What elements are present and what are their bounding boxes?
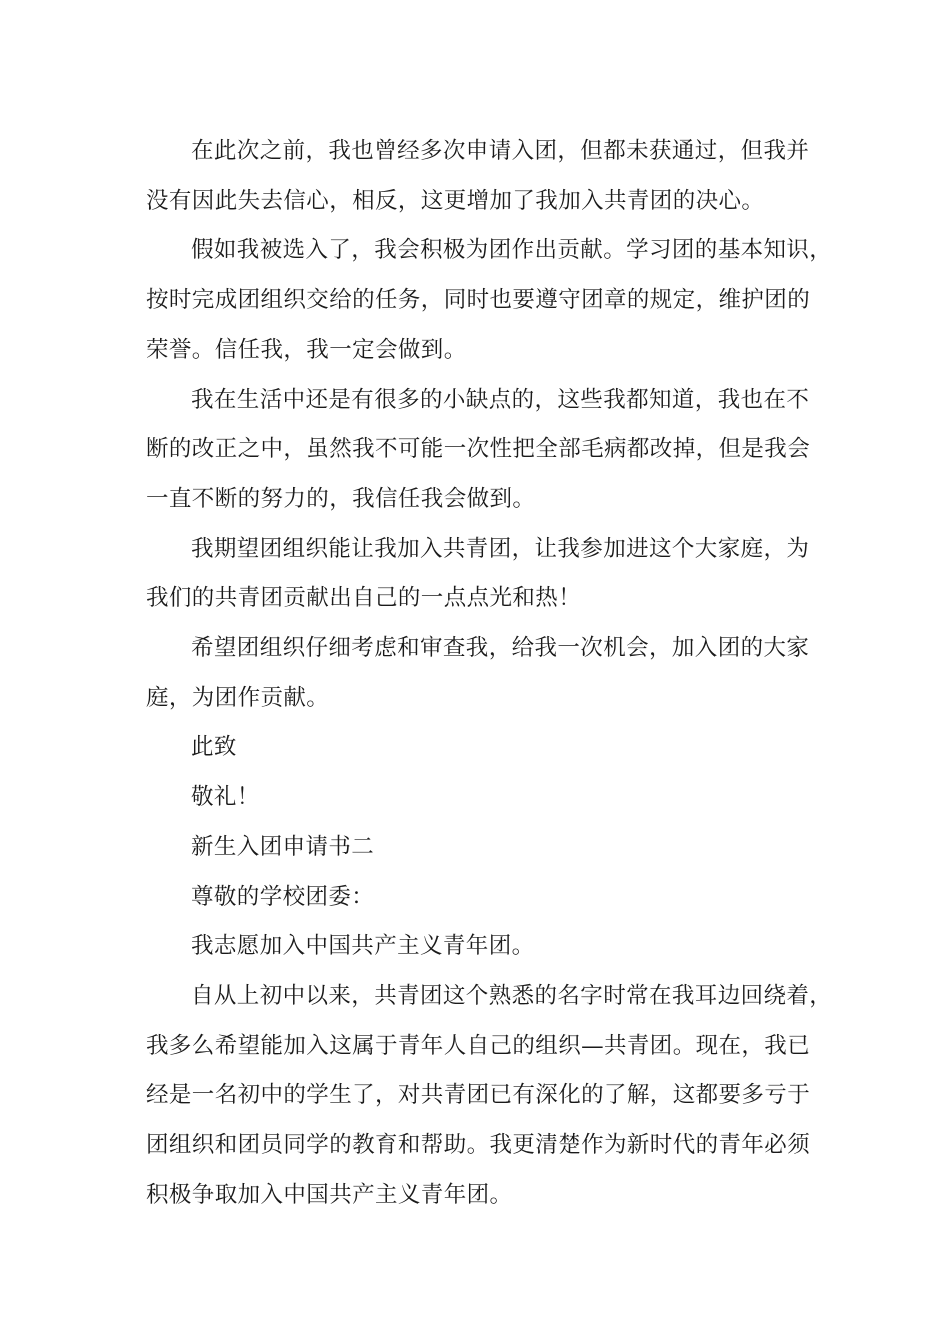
text-line: 我期望团组织能让我加入共青团，让我参加进这个大家庭，为 <box>191 535 810 562</box>
text-line: 自从上初中以来，共青团这个熟悉的名字时常在我耳边回绕着， <box>191 982 833 1009</box>
text-line: 在此次之前，我也曾经多次申请入团，但都未获通过，但我并 <box>191 138 810 164</box>
text-line: 荣誉。信任我，我一定会做到。 <box>146 336 467 363</box>
text-line: 假如我被选入了，我会积极为团作出贡献。学习团的基本知识， <box>191 237 833 264</box>
text-line: 尊敬的学校团委： <box>191 883 375 910</box>
text-line: 我志愿加入中国共产主义青年团。 <box>191 933 535 960</box>
paragraph <box>146 972 836 1221</box>
paragraph <box>146 376 836 525</box>
paragraph <box>146 127 836 226</box>
closing-regards <box>146 773 836 823</box>
text-line: 断的改正之中，虽然我不可能一次性把全部毛病都改掉，但是我会 <box>146 436 811 463</box>
text-line: 希望团组织仔细考虑和审查我，给我一次机会，加入团的大家 <box>191 635 810 662</box>
text-line: 庭，为团作贡献。 <box>146 684 330 711</box>
text-line: 一直不断的努力的，我信任我会做到。 <box>146 485 536 512</box>
text-line: 我在生活中还是有很多的小缺点的，这些我都知道，我也在不 <box>191 386 810 413</box>
paragraph <box>146 624 836 723</box>
closing-salutation <box>146 723 836 773</box>
text-line: 敬礼！ <box>191 784 260 811</box>
text-line: 我多么希望能加入这属于青年人自己的组织—共青团。现在，我已 <box>146 1032 811 1059</box>
paragraph <box>146 525 836 624</box>
text-line: 没有因此失去信心，相反，这更增加了我加入共青团的决心。 <box>146 187 765 214</box>
paragraph <box>146 922 836 972</box>
document-body <box>146 127 836 1220</box>
text-line: 经是一名初中的学生了，对共青团已有深化的了解，这都要多亏于 <box>146 1082 811 1109</box>
text-line: 积极争取加入中国共产主义青年团。 <box>146 1181 513 1208</box>
text-line: 新生入团申请书二 <box>191 833 375 860</box>
text-line: 按时完成团组织交给的任务，同时也要遵守团章的规定，维护团的 <box>146 287 811 314</box>
greeting <box>146 873 836 923</box>
text-line: 我们的共青团贡献出自己的一点点光和热！ <box>146 585 582 612</box>
paragraph <box>146 226 836 375</box>
text-line: 此致 <box>191 734 237 761</box>
section-title <box>146 823 836 873</box>
text-line: 团组织和团员同学的教育和帮助。我更清楚作为新时代的青年必须 <box>146 1132 811 1159</box>
